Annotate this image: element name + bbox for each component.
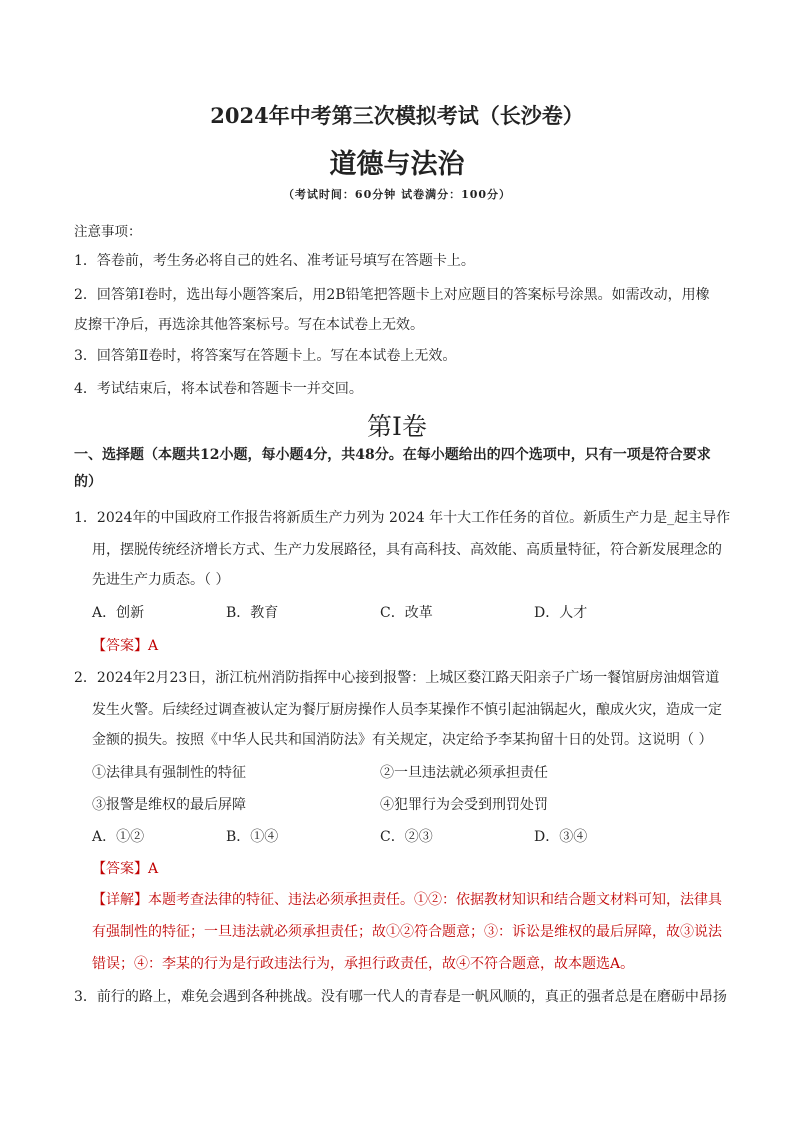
q2-statement-4: ④犯罪行为会受到刑罚处罚 — [380, 797, 548, 813]
q2-explanation: 【详解】本题考查法律的特征、违法必须承担责任。①②：依据教材知识和结合题文材料可知，法律具 — [92, 892, 722, 908]
q2-statement-1: ①法律具有强制性的特征 — [92, 765, 246, 781]
exam-meta: （考试时间：60分钟 试卷满分：100分） — [282, 188, 512, 201]
q1-option-b: B．教育 — [226, 605, 279, 621]
q2-option-d: D．③④ — [534, 829, 588, 845]
note-item: 3．回答第Ⅱ卷时，将答案写在答题卡上。写在本试卷上无效。 — [74, 348, 457, 364]
section-intro: 的） — [74, 474, 102, 490]
q2-option-c: C．②③ — [380, 829, 433, 845]
question-3-text: 3．前行的路上，难免会遇到各种挑战。没有哪一代人的青春是一帆风顺的，真正的强者总是在磨砺中昂扬 — [74, 989, 727, 1005]
q1-option-c: C．改革 — [380, 605, 433, 621]
q2-explanation: 错误；④：李某的行为是行政违法行为，承担行政责任，故④不符合题意，故本题选A。 — [92, 956, 635, 972]
note-item: 2．回答第Ⅰ卷时，选出每小题答案后，用2B铅笔把答题卡上对应题目的答案标号涂黑。如需改动，用橡 — [74, 287, 710, 303]
question-1-text: 1．2024年的中国政府工作报告将新质生产力列为 2024 年十大工作任务的首位。新质生产力是_起主导作 — [74, 510, 731, 526]
q2-option-a: A．①② — [92, 829, 145, 845]
exam-title: 2024年中考第三次模拟考试（长沙卷） — [210, 103, 584, 128]
section-intro: 一、选择题（本题共12小题，每小题4分，共48分。在每小题给出的四个选项中，只有一项是符合要求 — [74, 447, 711, 463]
question-2-text: 2．2024年2月23日，浙江杭州消防指挥中心接到报警：上城区婺江路天阳亲子广场一餐馆厨房油烟管道 — [74, 670, 720, 686]
q1-answer: 【答案】A — [92, 638, 159, 654]
section-title: 第Ⅰ卷 — [367, 412, 427, 441]
notes-heading: 注意事项： — [74, 224, 142, 240]
question-1-text: 先进生产力质态。（ ） — [92, 572, 230, 588]
q2-explanation: 有强制性的特征；一旦违法就必须承担责任；故①②符合题意；③：诉讼是维权的最后屏障，故③说法 — [92, 924, 722, 940]
q2-answer: 【答案】A — [92, 861, 159, 877]
q2-statement-3: ③报警是维权的最后屏障 — [92, 797, 246, 813]
question-1-text: 用，摆脱传统经济增长方式、生产力发展路径，具有高科技、高效能、高质量特征，符合新发展理念的 — [92, 542, 722, 558]
q1-option-a: A．创新 — [92, 605, 145, 621]
question-2-text: 发生火警。后续经过调查被认定为餐厅厨房操作人员李某操作不慎引起油锅起火，酿成火灾，造成一定 — [92, 702, 722, 718]
q2-statement-2: ②一旦违法就必须承担责任 — [380, 765, 548, 781]
q1-option-d: D．人才 — [534, 605, 588, 621]
subject-title: 道德与法治 — [329, 149, 465, 180]
note-item: 4．考试结束后，将本试卷和答题卡一并交回。 — [74, 381, 363, 397]
note-item: 皮擦干净后，再选涂其他答案标号。写在本试卷上无效。 — [74, 317, 424, 333]
q2-option-b: B．①④ — [226, 829, 279, 845]
question-2-text: 金额的损失。按照《中华人民共和国消防法》有关规定，决定给予李某拘留十日的处罚。这说明（ ） — [92, 732, 713, 748]
note-item: 1．答卷前，考生务必将自己的姓名、准考证号填写在答题卡上。 — [74, 253, 475, 269]
